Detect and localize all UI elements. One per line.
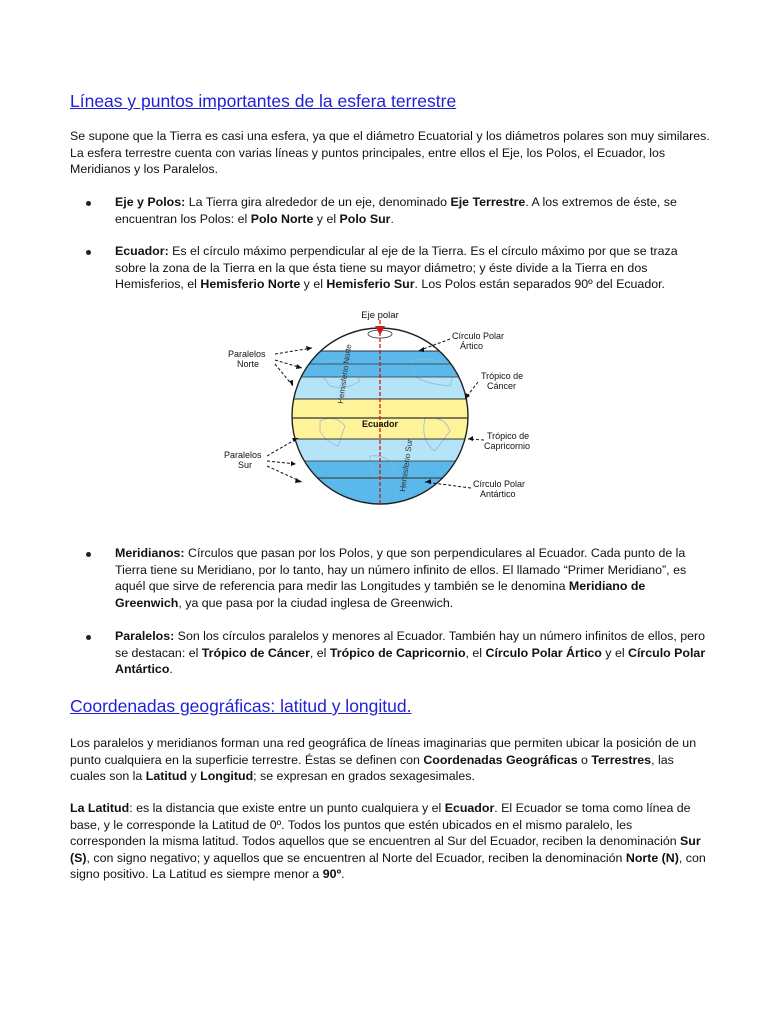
intro-paragraph: Se supone que la Tierra es casi una esfera, ya que el diámetro Ecuatorial y los diámetros polares son muy similares. La esfera terrestre cuenta con varias líneas y puntos principales, entre ellos el Eje, los Polos, el Ecuador, los Meridianos y los Paralelos.: [70, 129, 710, 177]
section-title-lineas-puntos: Líneas y puntos importantes de la esfera terrestre: [70, 91, 457, 111]
label-tropico-capricornio: Trópico de: [487, 431, 530, 441]
term-paralelos: Paralelos:: [115, 629, 175, 643]
svg-text:Sur: Sur: [238, 460, 253, 470]
globe-diagram: [220, 306, 550, 516]
bullet-dot: [86, 552, 91, 557]
label-eje-polar: Eje polar: [361, 310, 399, 321]
svg-text:Cáncer: Cáncer: [487, 381, 517, 391]
label-paralelos-sur: Paralelos: [224, 450, 262, 460]
svg-text:Ártico: Ártico: [460, 341, 484, 351]
term-meridianos: Meridianos:: [115, 546, 185, 560]
bullet-dot: [86, 201, 91, 206]
svg-text:Capricornio: Capricornio: [484, 441, 531, 451]
label-ecuador: Ecuador: [361, 419, 399, 429]
label-hemisferio-norte: Hemisferio Norte: [336, 343, 354, 405]
bullet-dot: [86, 250, 91, 255]
label-tropico-cancer: Trópico de: [481, 371, 524, 381]
svg-text:Antártico: Antártico: [480, 489, 516, 499]
label-circulo-polar-artico: Círculo Polar: [452, 331, 505, 341]
svg-text:Norte: Norte: [237, 359, 260, 369]
label-paralelos-norte: Paralelos: [228, 349, 266, 359]
label-circulo-polar-antartico: Círculo Polar: [473, 479, 526, 489]
coordenadas-paragraph: Los paralelos y meridianos forman una red geográfica de líneas imaginarias que permiten ubicar la posición de un punto cualquiera en la superficie terrestre. Éstas se definen con Coordenadas Geográficas o Terrestres, las cuales son la Latitud y Longitud; se expresan en grados sexagesimales.: [70, 736, 697, 784]
latitud-paragraph: La Latitud: es la distancia que existe entre un punto cualquiera y el Ecuador. El Ecuador se toma como línea de base, y le corresponde la Latitud de 0º. Todos los puntos que estén ubicados en el mismo paralelo, les corresponden la misma latitud. Todos aquellos que se encuentren al Sur del Ecuador, reciben la denominación Sur (S), con signo negativo; y aquellos que se encuentren al Norte del Ecuador, reciben la denominación Norte (N), con signo positivo. La Latitud es siempre menor a 90º.: [70, 801, 706, 882]
section-title-coordenadas: Coordenadas geográficas: latitud y longitud.: [70, 696, 412, 716]
term-eje-polos: Eje y Polos:: [115, 195, 186, 209]
term-ecuador: Ecuador:: [115, 244, 169, 258]
label-hemisferio-sur: Hemisferio Sur: [398, 438, 415, 493]
list-item-meridianos: Meridianos: Círculos que pasan por los Polos, y que son perpendiculares al Ecuador. Cada punto de la Tierra tiene su Meridiano, por lo tanto, hay un número infinito de ellos. El llamado “Primer Meridiano”, es aquél que sirve de referencia para medir las Longitudes y también se le denomina Meridiano de Greenwich, ya que pasa por la ciudad inglesa de Greenwich.: [90, 545, 706, 611]
list-item-ecuador: Ecuador: Es el círculo máximo perpendicular al eje de la Tierra. Es el círculo máximo por que se traza sobre la zona de la Tierra en la que ésta tiene su mayor diámetro; y éste divide a la Tierra en dos Hemisferios, el Hemisferio Norte y el Hemisferio Sur. Los Polos están separados 90º del Ecuador.: [90, 243, 706, 293]
list-item-eje-polos: Eje y Polos: La Tierra gira alrededor de un eje, denominado Eje Terrestre. A los extremos de éste, se encuentran los Polos: el Polo Norte y el Polo Sur.: [90, 194, 706, 227]
list-item-paralelos: Paralelos: Son los círculos paralelos y menores al Ecuador. También hay un número infinitos de ellos, pero se destacan: el Trópico de Cáncer, el Trópico de Capricornio, el Círculo Polar Ártico y el Círculo Polar Antártico.: [90, 628, 706, 678]
bullet-dot: [86, 635, 91, 640]
